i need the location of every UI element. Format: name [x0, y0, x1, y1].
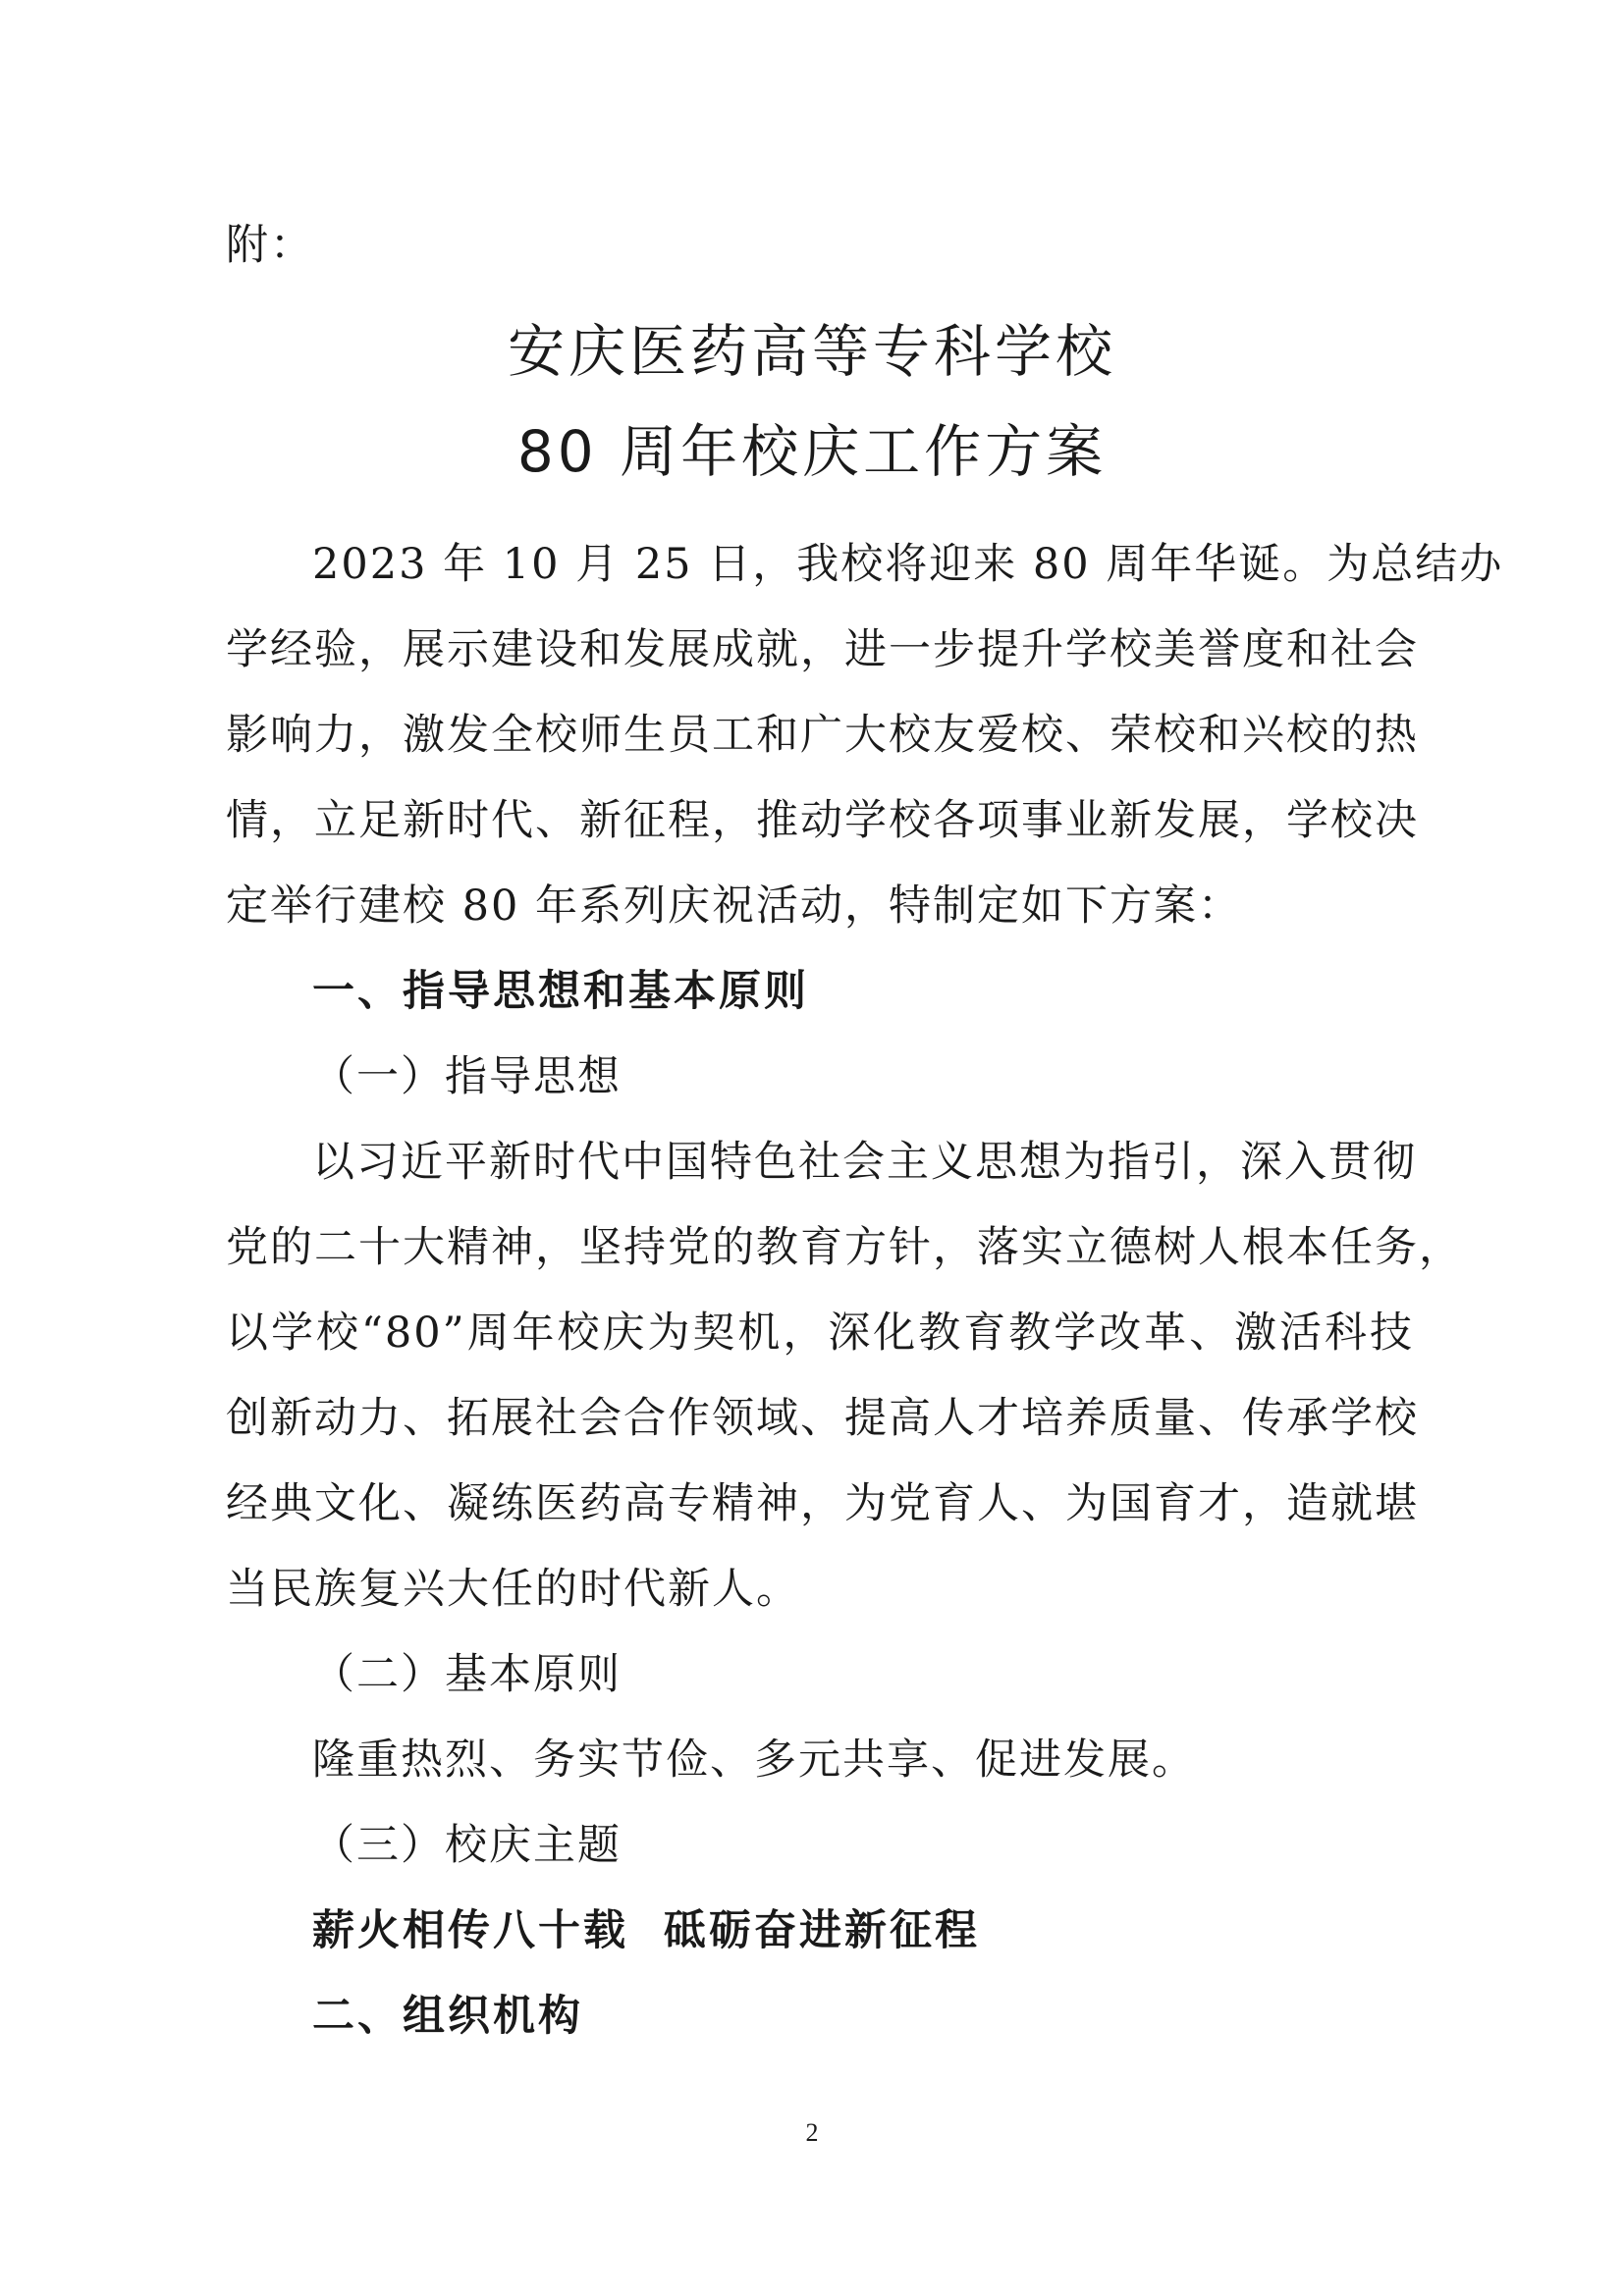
attachment-label: 附： [226, 221, 314, 270]
subsection-3-heading: （三）校庆主题 [312, 1821, 622, 1870]
section-1-heading: 一、指导思想和基本原则 [312, 967, 809, 1016]
section-2-heading: 二、组织机构 [312, 1992, 583, 2041]
subsection-2-heading: （二）基本原则 [312, 1650, 622, 1699]
intro-line-2: 学经验，展示建设和发展成就，进一步提升学校美誉度和社会 [226, 625, 1419, 674]
basic-principles-text: 隆重热烈、务实节俭、多元共享、促进发展。 [312, 1735, 1196, 1785]
document-title-line-1: 安庆医药高等专科学校 [507, 318, 1116, 385]
intro-line-5: 定举行建校 80 年系列庆祝活动，特制定如下方案： [226, 881, 1243, 931]
anniversary-theme: 薪火相传八十载 砥砺奋进新征程 [312, 1906, 980, 1955]
guiding-thought-line-5: 经典文化、凝练医药高专精神，为党育人、为国育才，造就堪 [226, 1479, 1419, 1528]
intro-line-4: 情，立足新时代、新征程，推动学校各项事业新发展，学校决 [226, 796, 1419, 845]
guiding-thought-line-4: 创新动力、拓展社会合作领域、提高人才培养质量、传承学校 [226, 1394, 1419, 1443]
subsection-1-heading: （一）指导思想 [312, 1052, 622, 1101]
document-title-line-2: 80 周年校庆工作方案 [516, 418, 1108, 485]
guiding-thought-line-6: 当民族复兴大任的时代新人。 [226, 1565, 800, 1614]
page-number: 2 [805, 2118, 819, 2147]
intro-line-3: 影响力，激发全校师生员工和广大校友爱校、荣校和兴校的热 [226, 711, 1419, 760]
guiding-thought-line-3: 以学校“80”周年校庆为契机，深化教育教学改革、激活科技 [226, 1308, 1414, 1358]
guiding-thought-line-2: 党的二十大精神，坚持党的教育方针，落实立德树人根本任务， [226, 1223, 1463, 1272]
intro-line-1: 2023 年 10 月 25 日，我校将迎来 80 周年华诞。为总结办 [312, 540, 1504, 589]
guiding-thought-line-1: 以习近平新时代中国特色社会主义思想为指引，深入贯彻 [312, 1138, 1417, 1187]
